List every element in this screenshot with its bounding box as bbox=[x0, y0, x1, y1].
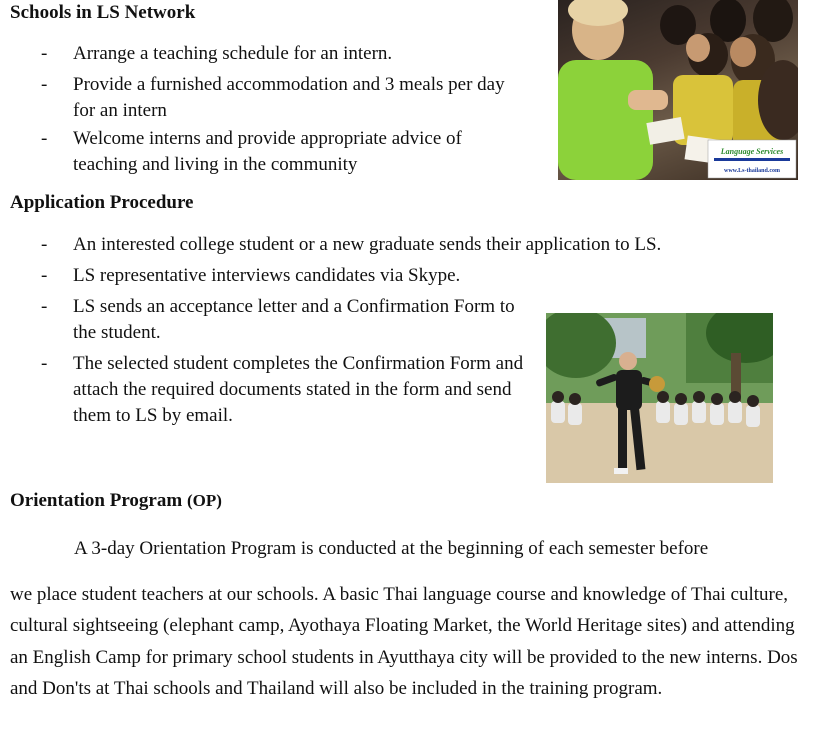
list-item: - Provide a furnished accommodation and 3 meals per day for an intern bbox=[41, 74, 505, 121]
orientation-heading: Orientation Program (OP) bbox=[10, 490, 222, 511]
list-item: - An interested college student or a new graduate sends their application to LS. bbox=[10, 232, 770, 258]
application-heading: Application Procedure bbox=[10, 192, 194, 213]
list-item: - LS representative interviews candidates via Skype. bbox=[10, 263, 770, 289]
list-item: - The selected student completes the Confirmation Form and attach the required documents stated in the form and send them to LS by email. bbox=[41, 353, 524, 426]
logo-text: Language Services bbox=[720, 147, 784, 156]
list-item: - LS sends an acceptance letter and a Confirmation Form to the student. bbox=[41, 296, 515, 343]
list-item: - Arrange a teaching schedule for an intern. bbox=[10, 41, 530, 67]
bullet-dash: - bbox=[41, 353, 48, 374]
bullet-dash: - bbox=[41, 234, 48, 255]
logo-url: www.Ls-thailand.com bbox=[723, 168, 781, 174]
photo2-illustration bbox=[546, 313, 773, 483]
bullet-dash: - bbox=[41, 43, 48, 64]
bullet-dash: - bbox=[41, 128, 48, 149]
bullet-dash: - bbox=[41, 74, 48, 95]
schools-list bbox=[10, 41, 530, 178]
bullet-dash: - bbox=[41, 296, 48, 317]
photo1-illustration bbox=[558, 0, 798, 180]
orientation-first-line: A 3-day Orientation Program is conducted at the beginning of each semester before bbox=[74, 538, 709, 559]
schools-heading: Schools in LS Network bbox=[10, 2, 196, 23]
instructor-outdoor-class-photo bbox=[546, 313, 773, 483]
volunteer-with-students-photo bbox=[558, 0, 798, 180]
bullet-dash: - bbox=[41, 265, 48, 286]
orientation-body: we place student teachers at our schools. A basic Thai language course and knowledge of Thai culture, cultural sightseeing (elephant camp, Ayothaya Floating Market, the World Heritage sites) and attending an English Camp for primary school students in Ayutthaya city will be provided to the new interns. Dos and Don'ts at Thai schools and Thailand will also be included in the training program. bbox=[10, 584, 798, 699]
list-item: - Welcome interns and provide appropriate advice of teaching and living in the community bbox=[41, 128, 462, 175]
